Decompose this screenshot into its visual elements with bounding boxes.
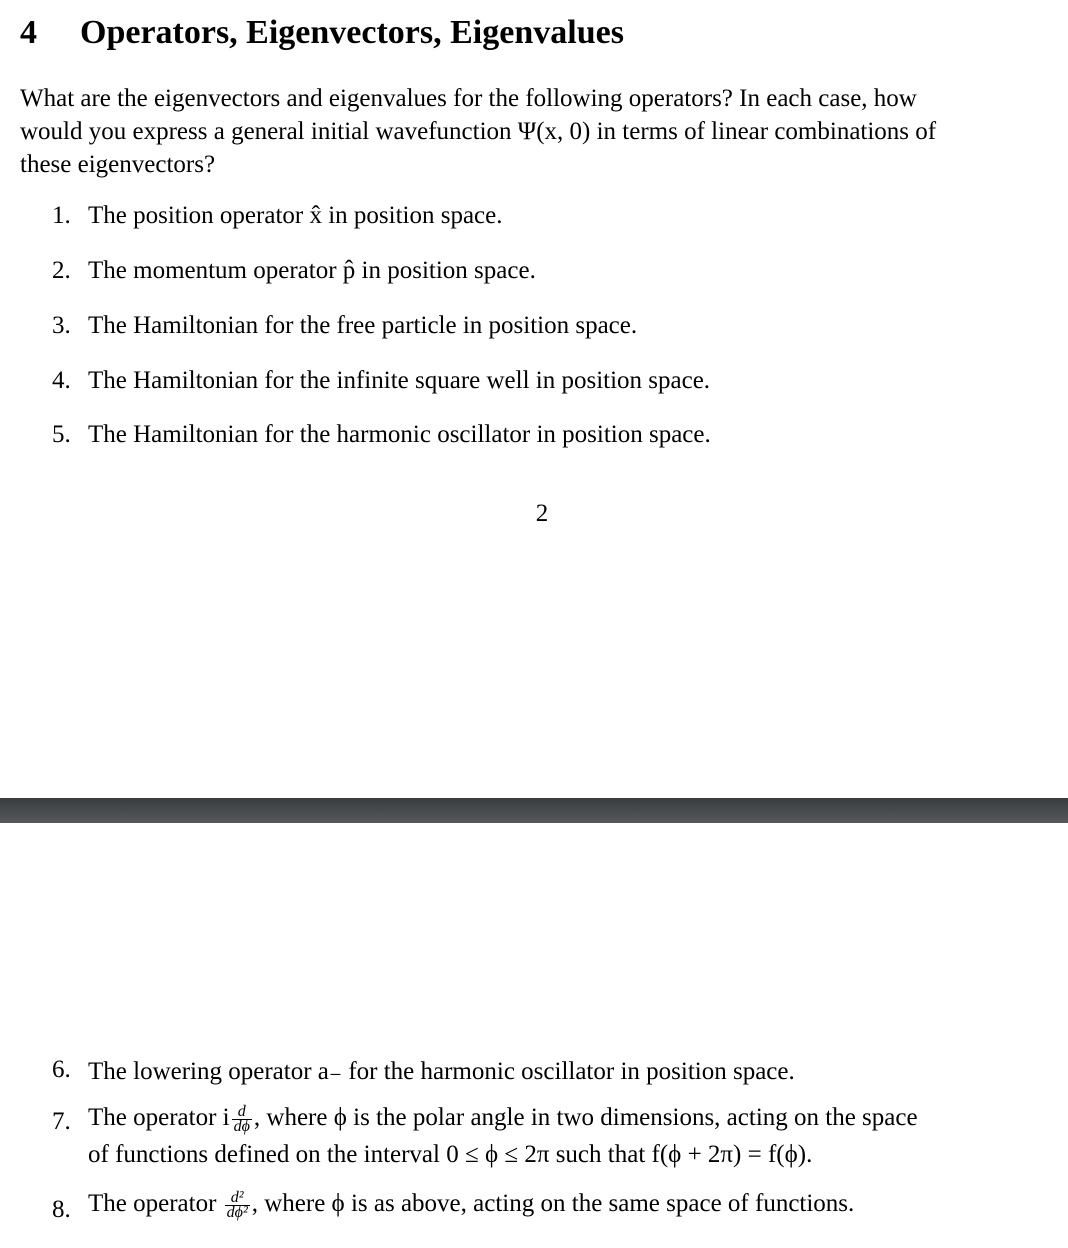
item-number: 2. [52, 257, 71, 284]
intro-paragraph [20, 82, 1064, 181]
second-derivative-fraction [225, 1188, 250, 1221]
item-text-line-2: of functions defined on the interval 0 ≤ ϕ ≤ 2π such that f(ϕ + 2π) = f(ϕ). [88, 1141, 813, 1168]
item-number: 4. [52, 367, 71, 394]
intro-line-1: What are the eigenvectors and eigenvalues for the following operators? In each case, how [20, 85, 917, 112]
item-text: The position operator x̂ in position space. [88, 202, 503, 229]
item-text: The momentum operator p̂ in position space. [88, 257, 536, 284]
fraction-denominator: dϕ [233, 1117, 250, 1135]
item-number: 6. [52, 1056, 71, 1083]
derivative-fraction [232, 1102, 252, 1135]
fraction-numerator: d [232, 1105, 252, 1120]
fraction-denominator: dϕ² [226, 1203, 248, 1221]
section-title: Operators, Eigenvectors, Eigenvalues [80, 14, 624, 51]
fraction-numerator: d² [225, 1191, 250, 1206]
item-text-post: , where ϕ is the polar angle in two dimensions, acting on the space [253, 1104, 918, 1131]
intro-line-2: would you express a general initial wavefunction Ψ(x, 0) in terms of linear combinations of [20, 118, 937, 145]
item-number: 1. [52, 202, 71, 229]
intro-line-3: these eigenvectors? [20, 151, 216, 178]
item-number: 3. [52, 312, 71, 339]
item-text: The Hamiltonian for the free particle in position space. [88, 312, 638, 339]
item-text-pre: The operator [88, 1190, 223, 1217]
item-text: The lowering operator a₋ for the harmonic oscillator in position space. [88, 1058, 795, 1085]
item-number: 7. [52, 1108, 71, 1135]
item-number: 8. [52, 1196, 71, 1223]
page-number: 2 [535, 500, 549, 527]
item-number: 5. [52, 421, 71, 448]
item-text [88, 1104, 918, 1134]
section-number: 4 [20, 14, 37, 51]
page-separator [0, 798, 1068, 823]
item-text: The Hamiltonian for the harmonic oscillator in position space. [88, 421, 711, 448]
item-text [88, 1190, 854, 1220]
item-text: The Hamiltonian for the infinite square well in position space. [88, 367, 711, 394]
item-text-post: , where ϕ is as above, acting on the same space of functions. [251, 1190, 855, 1217]
item-text-pre: The operator i [88, 1104, 230, 1131]
